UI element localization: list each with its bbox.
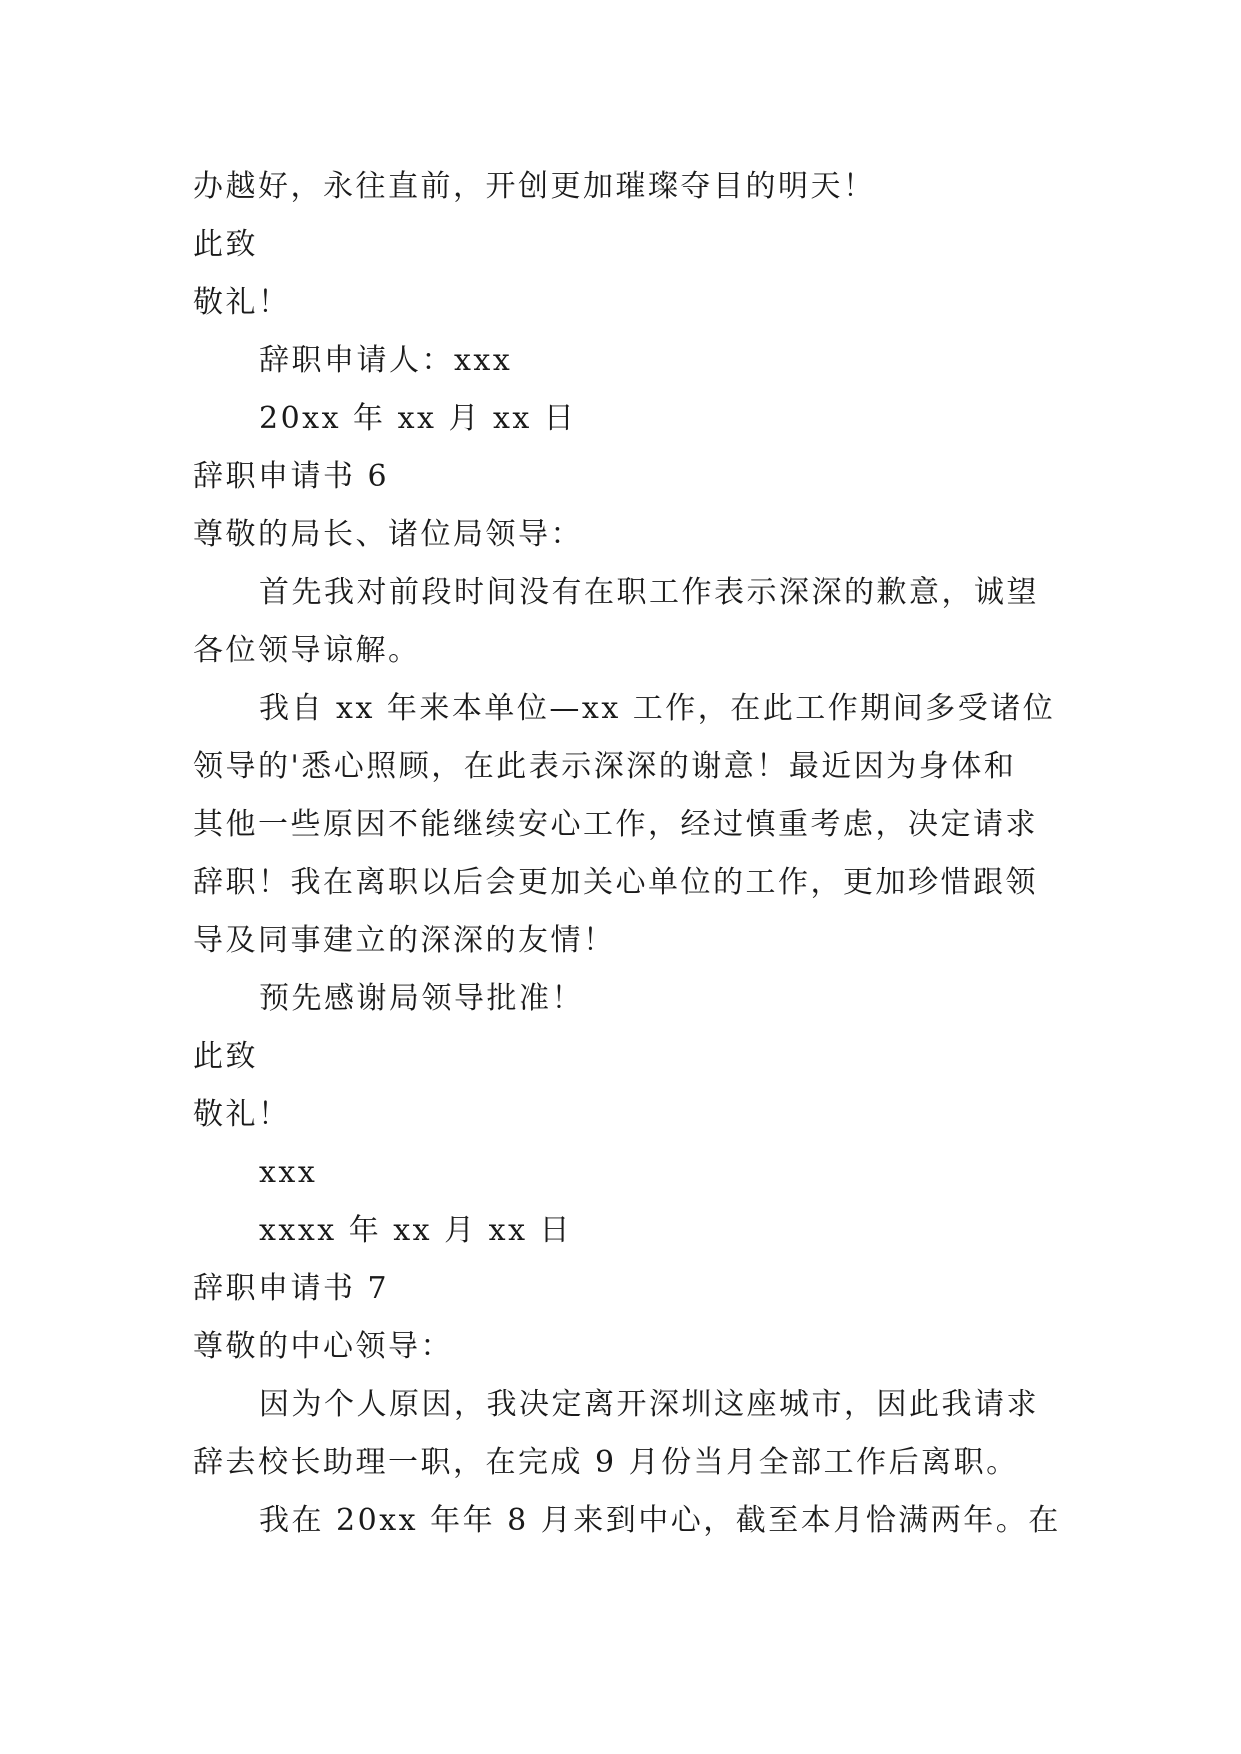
- paragraph-line: 因为个人原因，我决定离开深圳这座城市，因此我请求: [259, 1387, 1039, 1422]
- signature-date: 20xx 年 xx 月 xx 日: [259, 401, 577, 436]
- paragraph-line: 我自 xx 年来本单位—xx 工作，在此工作期间多受诸位: [259, 691, 1056, 726]
- signature-name: xxx: [259, 1155, 318, 1190]
- paragraph-line: 其他一些原因不能继续安心工作，经过慎重考虑，决定请求: [193, 807, 1038, 842]
- paragraph-line: 我在 20xx 年年 8 月来到中心，截至本月恰满两年。在: [259, 1503, 1061, 1538]
- document-page: [193, 158, 1063, 1550]
- paragraph-line: 辞去校长助理一职，在完成 9 月份当月全部工作后离职。: [193, 1445, 1019, 1480]
- signature-date: xxxx 年 xx 月 xx 日: [259, 1213, 573, 1248]
- greeting-6: 尊敬的局长、诸位局领导：: [193, 517, 583, 552]
- salutation-jingli: 敬礼！: [193, 1097, 291, 1132]
- signature-applicant: 辞职申请人：xxx: [259, 343, 513, 378]
- paragraph-line: 首先我对前段时间没有在职工作表示深深的歉意，诚望: [259, 575, 1039, 610]
- paragraph-line: 辞职！我在离职以后会更加关心单位的工作，更加珍惜跟领: [193, 865, 1038, 900]
- paragraph-line: 导及同事建立的深深的友情！: [193, 923, 616, 958]
- paragraph-line: 预先感谢局领导批准！: [259, 981, 584, 1016]
- closing-line: 办越好，永往直前，开创更加璀璨夺目的明天！: [193, 169, 876, 204]
- paragraph-line: 领导的'悉心照顾，在此表示深深的谢意！最近因为身体和: [193, 749, 1017, 784]
- greeting-7: 尊敬的中心领导：: [193, 1329, 453, 1364]
- salutation-cizhi: 此致: [193, 227, 258, 262]
- salutation-cizhi: 此致: [193, 1039, 258, 1074]
- section-title-7: 辞职申请书 7: [193, 1271, 390, 1306]
- salutation-jingli: 敬礼！: [193, 285, 291, 320]
- section-title-6: 辞职申请书 6: [193, 459, 390, 494]
- paragraph-line: 各位领导谅解。: [193, 633, 421, 668]
